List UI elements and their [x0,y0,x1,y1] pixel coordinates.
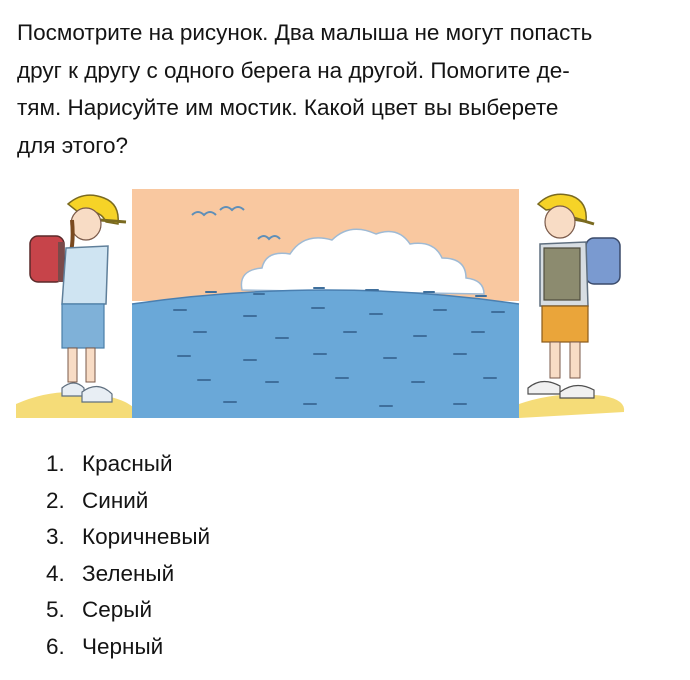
answer-option [46,629,210,666]
answer-option [46,592,210,629]
option-number: 3. [46,524,65,549]
option-label: Красный [82,451,173,476]
answer-options [46,446,210,665]
option-number: 2. [46,487,65,513]
option-label: Коричневый [82,524,211,549]
option-label: Зеленый [82,560,175,586]
question-line: для этого? [17,132,128,158]
river-illustration [14,182,638,422]
option-label: Серый [82,597,153,622]
question-line: друг к другу с одного берега на другой. Помогите де- [17,57,570,83]
option-number: 6. [46,633,65,659]
option-number: 1. [46,451,65,476]
option-number: 5. [46,597,65,622]
backpack [586,238,620,284]
option-number: 4. [46,560,65,586]
question-line: Посмотрите на рисунок. Два малыша не могут попасть [17,20,593,45]
answer-option [46,483,210,520]
question-line: тям. Нарисуйте им мостик. Какой цвет вы выберете [17,95,559,120]
option-label: Черный [82,633,164,659]
option-label: Синий [82,487,149,513]
right-child [528,194,620,398]
left-child [30,195,126,402]
question-text [17,14,677,164]
answer-option [46,519,210,556]
answer-option [46,446,210,483]
answer-option [46,556,210,593]
